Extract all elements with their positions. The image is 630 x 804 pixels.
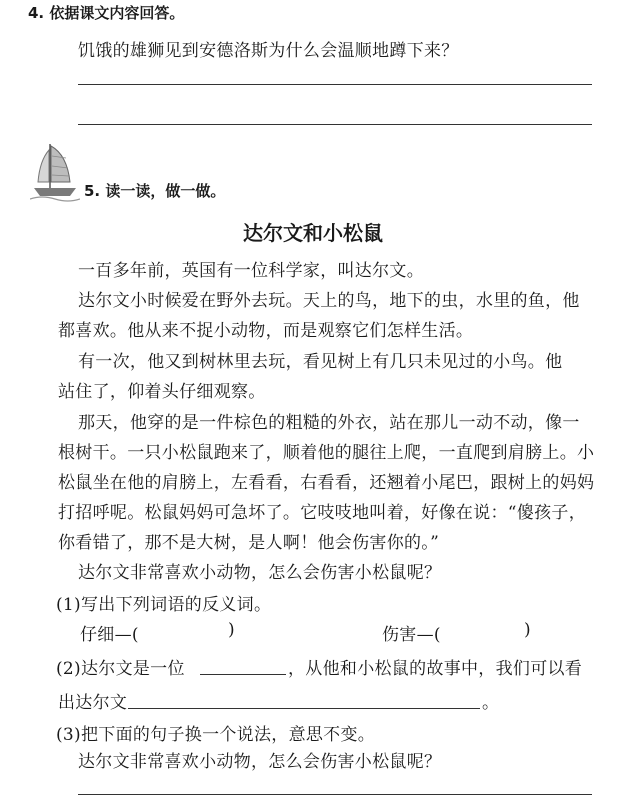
article-line: 松鼠坐在他的肩膀上，左看看，右看看，还翘着小尾巴，跟树上的妈妈: [58, 473, 595, 493]
q5-heading: 5. 读一读，做一做。: [84, 182, 226, 200]
sailboat-icon: [30, 142, 80, 202]
article-line: 打招呼呢。松鼠妈妈可急坏了。它吱吱地叫着，好像在说：“傻孩子，: [58, 503, 586, 523]
article-line: 都喜欢。他从来不捉小动物，而是观察它们怎样生活。: [58, 321, 474, 341]
q4-question: 饥饿的雄狮见到安德洛斯为什么会温顺地蹲下来？: [78, 41, 459, 61]
sub3-answer-line[interactable]: [78, 794, 592, 795]
sub2-part1: (2)达尔文是一位: [56, 659, 185, 679]
answer-line-2[interactable]: [78, 124, 592, 125]
antonym-1-label: 仔细—(: [80, 625, 139, 645]
article-line: 根树干。一只小松鼠跑来了，顺着他的腿往上爬，一直爬到肩膀上。小: [58, 443, 595, 463]
answer-line-1[interactable]: [78, 84, 592, 85]
antonym-1-close: ): [228, 620, 235, 640]
sub2-blank-1[interactable]: [200, 674, 286, 675]
article-line: 你看错了，那不是大树，是人啊！他会伤害你的。”: [58, 533, 440, 553]
sub3-prompt: (3)把下面的句子换一个说法，意思不变。: [56, 725, 376, 745]
sub2-part3: 出达尔文: [58, 693, 128, 713]
sub2-blank-2[interactable]: [128, 708, 480, 709]
antonym-2-blank[interactable]: [454, 616, 524, 640]
article-line: 那天，他穿的是一件棕色的粗糙的外衣，站在那儿一动不动，像一: [78, 413, 580, 433]
q4-heading: 4. 依据课文内容回答。: [28, 4, 185, 22]
sub1-prompt: (1)写出下列词语的反义词。: [56, 595, 272, 615]
antonym-2-close: ): [524, 620, 531, 640]
article-line: 达尔文小时候爱在野外去玩。天上的鸟，地下的虫，水里的鱼，他: [78, 291, 580, 311]
article-line: 一百多年前，英国有一位科学家，叫达尔文。: [78, 261, 424, 281]
sub2-part2: ，从他和小松鼠的故事中，我们可以看: [288, 659, 583, 679]
article-line: 达尔文非常喜欢小动物，怎么会伤害小松鼠呢？: [78, 563, 442, 583]
article-title: 达尔文和小松鼠: [243, 221, 383, 245]
article-line: 站住了，仰着头仔细观察。: [58, 382, 266, 402]
antonym-1-blank[interactable]: [156, 616, 226, 640]
sub2-end: 。: [482, 693, 500, 713]
antonym-2-label: 伤害—(: [382, 625, 441, 645]
article-line: 有一次，他又到树林里去玩，看见树上有几只未见过的小鸟。他: [78, 352, 563, 372]
sub3-sentence: 达尔文非常喜欢小动物，怎么会伤害小松鼠呢？: [78, 752, 442, 772]
